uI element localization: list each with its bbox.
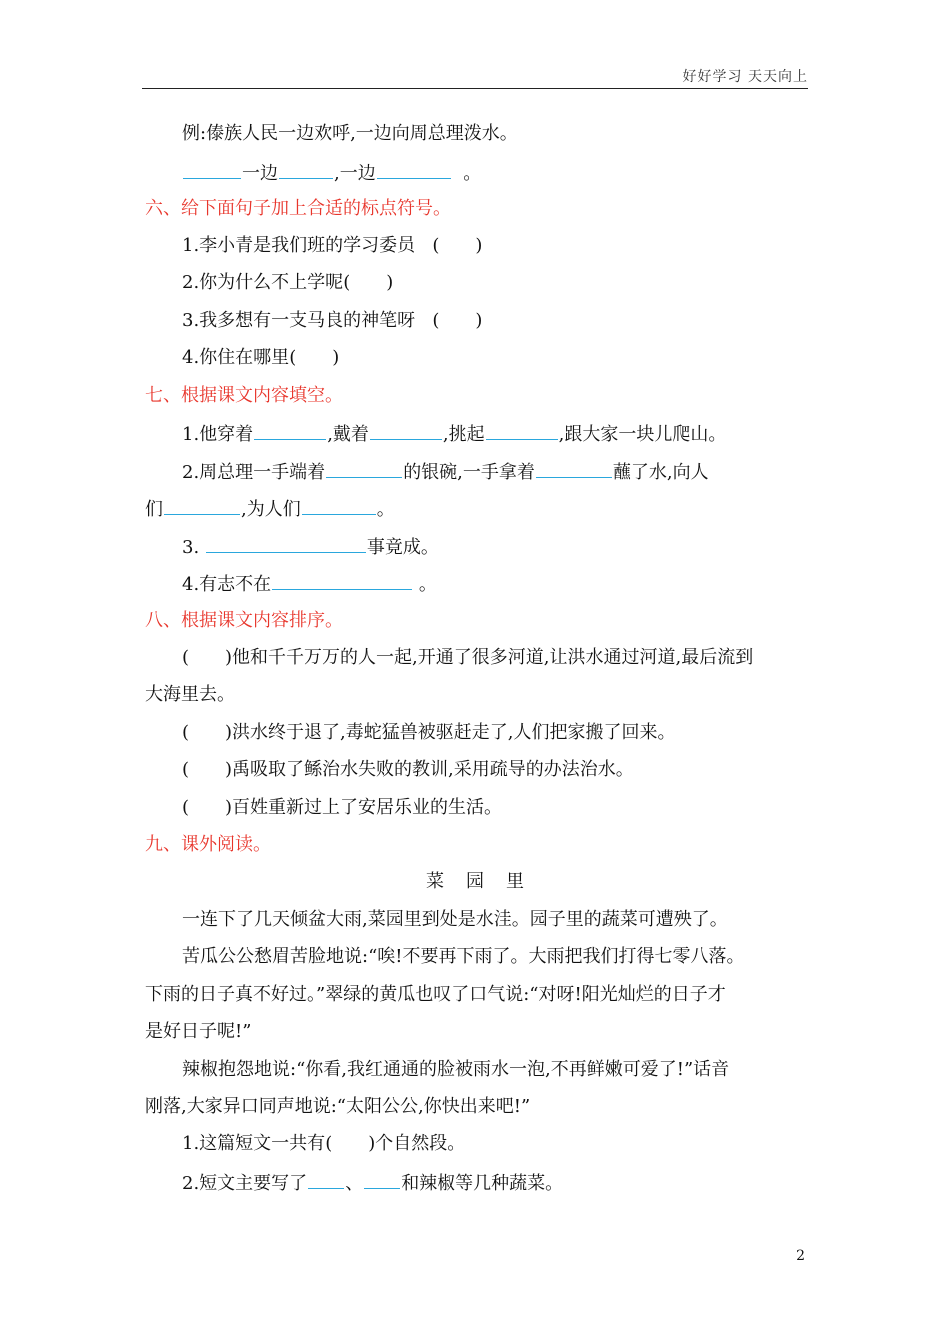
passage-p2-line1: 苦瓜公公愁眉苦脸地说:“唉!不要再下雨了。大雨把我们打得七零八落。 [182,946,745,967]
fill-text: ,一边 [334,163,376,184]
q-text: 4.有志不在 [182,574,272,595]
s8-item-4 [182,796,502,820]
item-text: 1.李小青是我们班的学习委员 [182,235,416,256]
section-9-heading: 九、课外阅读。 [145,834,271,855]
s7-q2-line2 [145,496,395,522]
item-text: 禹吸取了鲧治水失败的教训,采用疏导的办法治水。 [232,759,634,780]
example-fill-line [182,160,481,186]
q-text: 2.周总理一手端着 [182,462,326,483]
order-paren[interactable]: ( ) [182,647,233,668]
answer-paren[interactable]: ( ) [325,1133,376,1154]
q-text: 2.短文主要写了 [182,1173,308,1194]
s6-item-2 [182,271,393,295]
s8-item-2 [182,721,676,745]
blank[interactable] [302,496,376,515]
blank[interactable] [272,571,412,590]
s9-q1 [182,1132,465,1156]
q-text: 们 [145,499,163,520]
q-text: 、 [345,1173,364,1194]
blank[interactable] [279,160,333,179]
section-6-heading: 六、给下面句子加上合适的标点符号。 [145,198,451,219]
blank[interactable] [326,459,402,478]
s7-q3 [182,534,439,560]
q-text: 的银碗,一手拿着 [403,462,535,483]
answer-paren[interactable]: ( ) [343,272,394,293]
q-text: ,跟大家一块儿爬山。 [558,424,727,445]
blank[interactable] [308,1170,344,1189]
s6-item-1 [182,234,482,258]
s8-item-1-cont: 大海里去。 [145,684,235,705]
passage-p3-line1: 辣椒抱怨地说:“你看,我红通通的脸被雨水一泡,不再鲜嫩可爱了!”话音 [182,1059,730,1080]
page-header-text: 好好学习 天天向上 [682,69,808,85]
item-text: 百姓重新过上了安居乐业的生活。 [232,797,503,818]
blank[interactable] [377,160,451,179]
q-text: 蘸了水,向人 [612,462,709,483]
item-text: 2.你为什么不上学呢 [182,272,344,293]
blank[interactable] [370,421,442,440]
page-number: 2 [796,1248,805,1264]
q-text: 和辣椒等几种蔬菜。 [401,1173,564,1194]
blank[interactable] [254,421,326,440]
order-paren[interactable]: ( ) [182,722,233,743]
header-rule [142,88,808,89]
passage-p3-line2: 刚落,大家异口同声地说:“太阳公公,你快出来吧!” [145,1096,531,1117]
s6-item-3 [182,309,482,333]
item-text: 4.你住在哪里 [182,347,290,368]
passage-p2-line2: 下雨的日子真不好过。”翠绿的黄瓜也叹了口气说:“对呀!阳光灿烂的日子才 [145,984,726,1005]
q-text: 个自然段。 [375,1133,466,1154]
s8-item-1 [182,646,753,670]
q-text: 1.这篇短文一共有 [182,1133,326,1154]
blank[interactable] [536,459,612,478]
q-text: ,为人们 [241,499,301,520]
item-text: 他和千千万万的人一起,开通了很多河道,让洪水通过河道,最后流到 [232,647,754,668]
q-text: ,挑起 [442,424,485,445]
order-paren[interactable]: ( ) [182,797,233,818]
q-text: ,戴着 [327,424,369,445]
section-7-heading: 七、根据课文内容填空。 [145,385,343,406]
q-text: 。 [376,499,395,520]
blank[interactable] [183,160,241,179]
blank[interactable] [364,1170,400,1189]
s7-q4 [182,571,437,597]
order-paren[interactable]: ( ) [182,759,233,780]
answer-paren[interactable]: ( ) [432,235,483,256]
q-text: 1.他穿着 [182,424,254,445]
blank[interactable] [164,496,240,515]
s7-q2-line1 [182,459,709,485]
item-text: 3.我多想有一支马良的神笔呀 [182,310,416,331]
passage-p2-line3: 是好日子呢!” [145,1021,252,1042]
item-text: 洪水终于退了,毒蛇猛兽被驱赶走了,人们把家搬了回来。 [232,722,676,743]
s8-item-3 [182,758,634,782]
q-text: 。 [418,574,437,595]
s9-q2 [182,1170,563,1196]
blank[interactable] [486,421,558,440]
answer-paren[interactable]: ( ) [289,347,340,368]
s6-item-4 [182,346,339,370]
q-text: 3. [182,537,200,558]
passage-title: 菜园里 [426,871,546,892]
blank[interactable] [206,534,366,553]
s7-q1 [182,421,726,447]
fill-text: 。 [463,163,482,184]
answer-paren[interactable]: ( ) [432,310,483,331]
q-text: 事竟成。 [366,537,439,558]
example-sentence: 例:傣族人民一边欢呼,一边向周总理泼水。 [182,123,518,144]
section-8-heading: 八、根据课文内容排序。 [145,610,343,631]
passage-p1: 一连下了几天倾盆大雨,菜园里到处是水洼。园子里的蔬菜可遭殃了。 [182,909,728,930]
fill-text: 一边 [242,163,278,184]
